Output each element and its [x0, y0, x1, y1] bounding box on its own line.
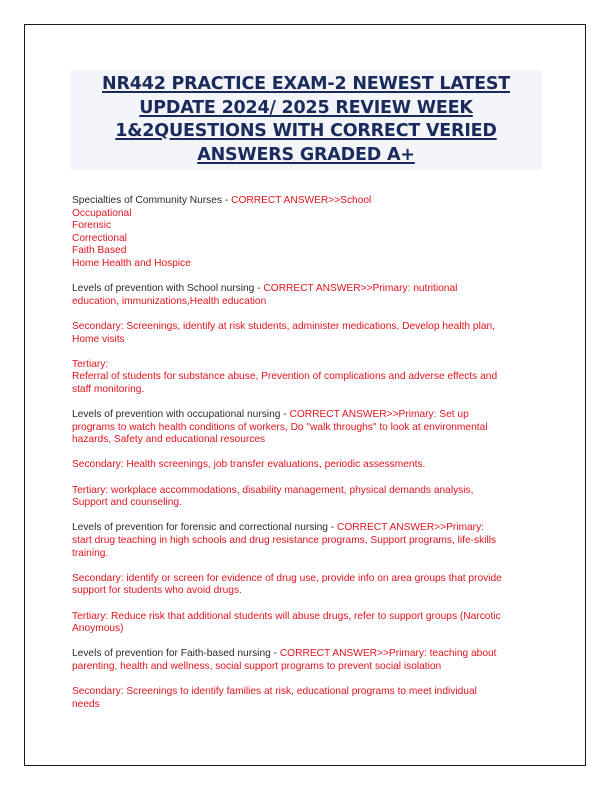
answer-text: Correctional	[72, 232, 127, 244]
answer-followup	[72, 359, 544, 397]
answer-text: Secondary: identify or screen for evidence of drug use, provide info on area groups that provide	[72, 572, 502, 584]
answer-text: Support and counseling.	[72, 497, 182, 509]
answer-followup	[72, 459, 544, 472]
document-title	[70, 70, 542, 170]
title-line: ANSWERS GRADED A+	[197, 144, 415, 165]
answer-text: CORRECT ANSWER>>Primary:	[337, 522, 485, 534]
answer-text: staff monitoring.	[72, 383, 145, 395]
answer-text: programs to watch health conditions of workers, Do "walk throughs" to look at environmental	[72, 421, 488, 433]
answer-text: Anoymous)	[72, 623, 124, 635]
answer-text: Faith Based	[72, 245, 127, 257]
answer-text: support for students who avoid drugs.	[72, 585, 242, 597]
answer-text: start drug teaching in high schools and drug resistance programs, Support programs, life-skills	[72, 535, 497, 547]
answer-text: Tertiary: Reduce risk that additional students will abuse drugs, refer to support groups (Narcotic	[72, 610, 501, 622]
answer-text: CORRECT ANSWER>>Primary: teaching about	[279, 648, 497, 660]
answer-text: CORRECT ANSWER>>Primary: Set up	[289, 409, 469, 421]
answer-text: training.	[72, 547, 109, 559]
answer-text: Home Health and Hospice	[72, 257, 191, 269]
answer-text: hazards, Safety and educational resources	[72, 434, 266, 446]
answer-text: Tertiary:	[72, 358, 109, 370]
qa-item	[72, 648, 544, 673]
qa-item	[72, 283, 544, 308]
answer-text: Occupational	[72, 207, 132, 219]
title-line: 1&2QUESTIONS WITH CORRECT VERIED	[115, 121, 497, 141]
qa-content	[72, 195, 544, 724]
qa-item	[72, 195, 544, 271]
answer-followup	[72, 611, 544, 636]
answer-text: CORRECT ANSWER>>Primary: nutritional	[263, 283, 458, 295]
question-text: Levels of prevention with occupational nursing -	[72, 409, 290, 421]
answer-followup	[72, 321, 544, 346]
answer-text: Secondary: Health screenings, job transfer evaluations, periodic assessments.	[72, 459, 426, 471]
title-line: NR442 PRACTICE EXAM-2 NEWEST LATEST	[102, 74, 510, 94]
title-line: UPDATE 2024/ 2025 REVIEW WEEK	[139, 97, 473, 118]
question-text: Levels of prevention with School nursing -	[72, 283, 264, 295]
answer-text: Referral of students for substance abuse, Prevention of complications and adverse effects and	[72, 371, 498, 383]
answer-text: parenting, health and wellness, social support programs to prevent social isolation	[72, 660, 442, 672]
answer-text: Forensic	[72, 220, 112, 232]
question-text: Levels of prevention for Faith-based nursing -	[72, 648, 280, 660]
answer-followup	[72, 485, 544, 510]
qa-item	[72, 522, 544, 560]
answer-text: needs	[72, 698, 100, 710]
answer-text: Secondary: Screenings, identify at risk students, administer medications, Develop health plan,	[72, 320, 496, 332]
answer-text: CORRECT ANSWER>>School	[231, 195, 372, 206]
answer-followup	[72, 686, 544, 711]
answer-text: Secondary: Screenings to identify families at risk, educational programs to meet individual	[72, 686, 477, 698]
question-text: Specialties of Community Nurses -	[72, 195, 232, 206]
qa-item	[72, 409, 544, 447]
answer-text: education, immunizations,Health education	[72, 295, 267, 307]
answer-text: Home visits	[72, 333, 125, 345]
answer-text: Tertiary: workplace accommodations, disability management, physical demands analysis,	[72, 484, 474, 496]
question-text: Levels of prevention for forensic and correctional nursing -	[72, 522, 338, 534]
answer-followup	[72, 573, 544, 598]
